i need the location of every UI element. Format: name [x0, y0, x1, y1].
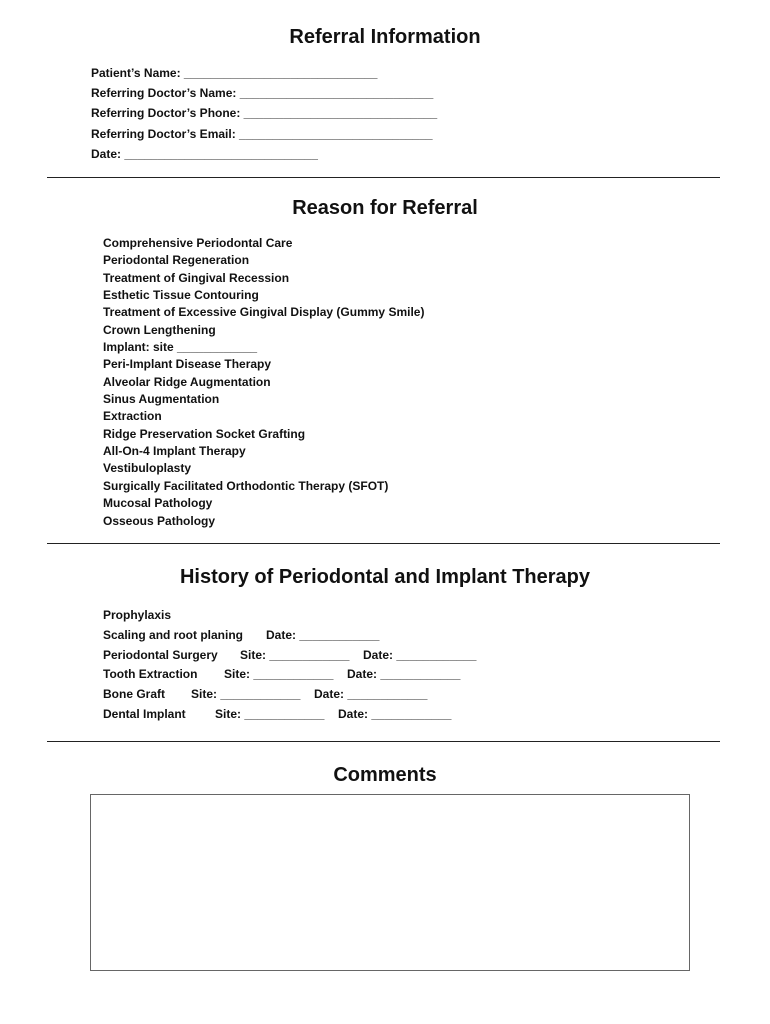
referral-information-heading: Referral Information	[289, 26, 481, 48]
referring-doctor-email-field[interactable]: Referring Doctor’s Email: _____________________________	[91, 126, 433, 141]
reason-item[interactable]: Sinus Augmentation	[103, 392, 220, 407]
history-label: Periodontal Surgery	[103, 647, 218, 662]
comments-heading: Comments	[333, 764, 437, 786]
patient-name-field[interactable]: Patient’s Name: _____________________________	[91, 66, 378, 80]
reason-item[interactable]: Alveolar Ridge Augmentation	[103, 374, 271, 389]
reason-item[interactable]: Peri-Implant Disease Therapy	[103, 357, 272, 372]
history-date-field[interactable]: Date: ____________	[266, 627, 380, 642]
section-divider	[47, 543, 720, 544]
reason-item[interactable]: Treatment of Gingival Recession	[103, 270, 290, 285]
reason-item[interactable]: Periodontal Regeneration	[103, 253, 250, 268]
reason-item[interactable]: Crown Lengthening	[103, 322, 216, 337]
section-divider	[47, 741, 720, 742]
referring-doctor-name-field[interactable]: Referring Doctor’s Name: _____________________________	[91, 86, 434, 101]
referring-doctor-phone-field[interactable]: Referring Doctor’s Phone: _____________________________	[91, 106, 438, 121]
date-field[interactable]: Date: _____________________________	[91, 146, 318, 161]
reason-item[interactable]: Vestibuloplasty	[103, 461, 192, 476]
section-divider	[47, 177, 720, 178]
reason-item[interactable]: Esthetic Tissue Contouring	[103, 288, 259, 303]
reason-item[interactable]: Extraction	[103, 409, 162, 424]
reason-item[interactable]: Comprehensive Periodontal Care	[103, 236, 293, 250]
history-date-field[interactable]: Date: ____________	[314, 687, 428, 702]
referral-fields	[91, 63, 437, 164]
history-label: Bone Graft	[103, 687, 166, 702]
reason-item[interactable]: Implant: site ____________	[103, 340, 258, 355]
reason-item[interactable]: All-On-4 Implant Therapy	[103, 444, 246, 459]
history-date-field[interactable]: Date: ____________	[347, 667, 461, 682]
comments-box[interactable]	[90, 794, 690, 971]
history-heading: History of Periodontal and Implant Therapy	[179, 566, 591, 588]
reason-list	[103, 235, 424, 530]
history-date-field[interactable]: Date: ____________	[363, 647, 477, 662]
history-label: Scaling and root planing	[103, 627, 244, 642]
reason-item[interactable]: Mucosal Pathology	[103, 496, 213, 511]
reason-item[interactable]: Surgically Facilitated Orthodontic Therapy (SFOT)	[103, 478, 389, 493]
history-date-field[interactable]: Date: ____________	[338, 706, 452, 721]
reason-for-referral-heading: Reason for Referral	[292, 197, 478, 219]
history-label: Tooth Extraction	[103, 667, 198, 682]
history-label: Prophylaxis	[103, 608, 172, 622]
history-site-field[interactable]: Site: ____________	[224, 667, 334, 682]
reason-item[interactable]: Treatment of Excessive Gingival Display (Gummy Smile)	[103, 305, 425, 320]
reason-item[interactable]: Ridge Preservation Socket Grafting	[103, 426, 306, 441]
history-site-field[interactable]: Site: ____________	[191, 687, 301, 702]
history-site-field[interactable]: Site: ____________	[240, 647, 350, 662]
history-label: Dental Implant	[103, 706, 186, 721]
reason-item[interactable]: Osseous Pathology	[103, 513, 216, 528]
history-site-field[interactable]: Site: ____________	[215, 706, 325, 721]
